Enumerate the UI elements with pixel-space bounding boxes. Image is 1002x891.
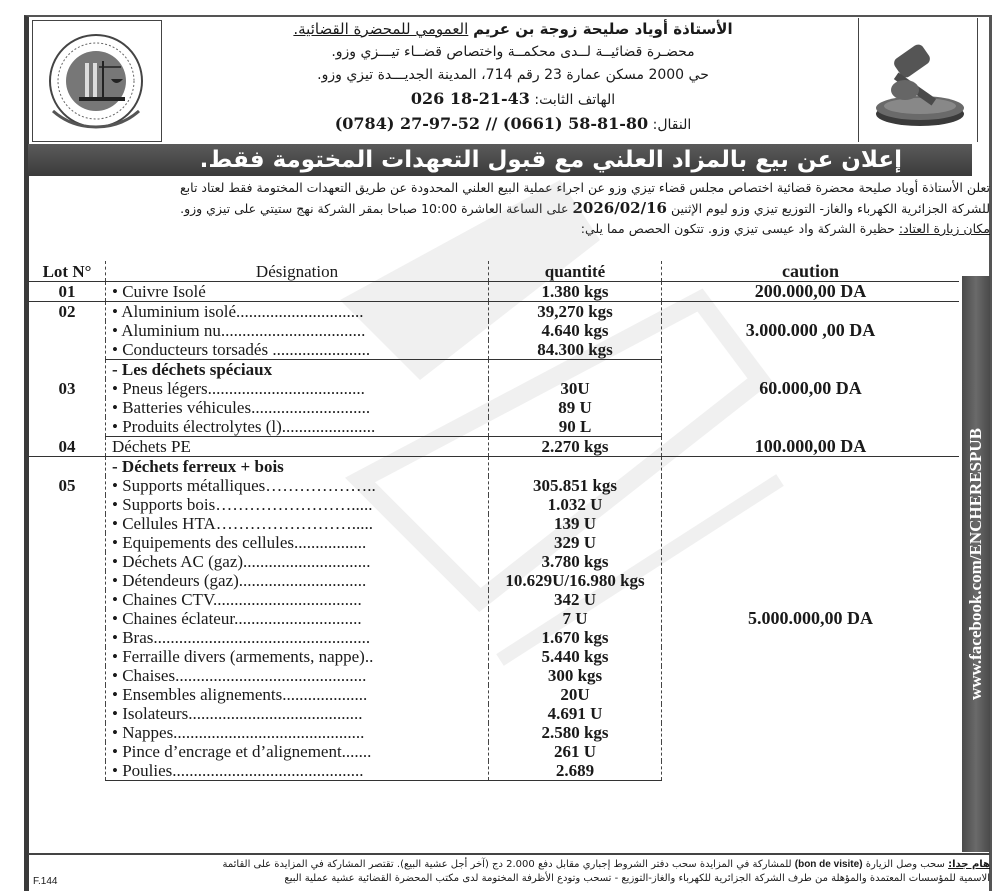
important-label: هام جدا:: [948, 859, 990, 870]
fixed-phone: 026 18-21-43: [410, 89, 530, 108]
lot-caution: 200.000,00 DA: [662, 282, 960, 302]
item-designation: • Déchets AC (gaz)..............................: [106, 552, 489, 571]
item-quantity: 261 U: [489, 742, 662, 761]
item-quantity: 10.629U/16.980 kgs: [489, 571, 662, 590]
footer-notice: [28, 853, 990, 891]
footer-line-2: الاسمية للمؤسسات المعتمدة والمؤهلة من طرف الشركة الجزائرية للكهرباء والغاز-التوزيع - تسحب وتودع الأظرفة المختومة لدى مكتب المحضرة القضائية عشية عملية البيع: [284, 873, 990, 884]
item-quantity: 329 U: [489, 533, 662, 552]
footer-line-1b: للمشاركة في المزايدة سحب دفتر الشروط إجباري مقابل دفع 2.000 دج (آخر أجل عشية البيع). تقتصر المشاركة في المزايدة على القائمة: [222, 859, 792, 870]
item-designation: • Chaises.............................................: [106, 666, 489, 685]
item-quantity: [489, 360, 662, 380]
intro-line-2a: للشركة الجزائرية الكهرباء والغاز- التوزيع تيزي وزو ليوم الإثنين: [670, 201, 990, 216]
lots-table-body: [29, 282, 959, 781]
bailiff-address: حي 2000 مسكن عمارة 23 رقم 714، المدينة الجديـــدة تيزي وزو.: [317, 67, 709, 83]
item-quantity: 84.300 kgs: [489, 340, 662, 360]
mobile-phone-line: [168, 112, 858, 137]
item-group-heading: - Les déchets spéciaux: [106, 360, 489, 380]
item-designation: • Cuivre Isolé: [106, 282, 489, 302]
fixed-phone-label: الهاتف الثابت:: [534, 92, 616, 108]
item-quantity: 4.691 U: [489, 704, 662, 723]
item-designation: • Conducteurs torsadés .......................: [106, 340, 489, 360]
item-quantity: 4.640 kgs: [489, 321, 662, 340]
lot-number: 05: [29, 457, 106, 781]
table-row: [29, 457, 959, 477]
item-designation: Déchets PE: [106, 437, 489, 457]
lot-number: 01: [29, 282, 106, 302]
item-quantity: 39,270 kgs: [489, 302, 662, 322]
item-quantity: 1.380 kgs: [489, 282, 662, 302]
intro-paragraph: [30, 178, 990, 239]
item-quantity: [489, 457, 662, 477]
item-quantity: 1.670 kgs: [489, 628, 662, 647]
visit-location-label: مكان زيارة العتاد:: [898, 221, 990, 236]
footer-line-1: [28, 858, 990, 872]
table-header-row: [29, 261, 959, 282]
footer-line-1a: سحب وصل الزيارة: [865, 859, 945, 870]
lot-number: 03: [29, 360, 106, 437]
sale-date: 2026/02/16: [572, 199, 667, 217]
item-designation: • Pneus légers.....................................: [106, 379, 489, 398]
item-quantity: 3.780 kgs: [489, 552, 662, 571]
item-designation: • Produits électrolytes (l)......................: [106, 417, 489, 437]
mobile-phones: (0784) 27-97-52 // (0661) 58-81-80: [334, 114, 649, 133]
bailiff-name-line: [168, 18, 858, 41]
bailiff-title: العمومي للمحضرة القضائية.: [293, 20, 469, 38]
lot-caution: 100.000,00 DA: [662, 437, 960, 457]
item-designation: • Cellules HTA…………………….....: [106, 514, 489, 533]
header-lot: Lot N°: [29, 261, 106, 282]
intro-line-2: [30, 198, 990, 219]
header-quantity: quantité: [489, 261, 662, 282]
emblem-box: [32, 20, 162, 142]
item-quantity: 20U: [489, 685, 662, 704]
item-designation: • Ensembles alignements....................: [106, 685, 489, 704]
lot-caution: 5.000.000,00 DA: [748, 608, 873, 629]
header-caution: caution: [662, 261, 960, 282]
intro-line-3: [30, 219, 990, 239]
item-designation: • Supports métalliques………………..: [106, 476, 489, 495]
item-group-heading: - Déchets ferreux + bois: [106, 457, 489, 477]
table-row: [29, 437, 959, 457]
item-quantity: 300 kgs: [489, 666, 662, 685]
item-quantity: 90 L: [489, 417, 662, 437]
item-designation: • Ferraille divers (armements, nappe)..: [106, 647, 489, 666]
item-quantity: 305.851 kgs: [489, 476, 662, 495]
item-quantity: 7 U: [489, 609, 662, 628]
intro-line-2b: على الساعة العاشرة 10:00 صباحا بمقر الشركة نهج ستيتي على تيزي وزو.: [180, 201, 569, 216]
item-quantity: 5.440 kgs: [489, 647, 662, 666]
item-quantity: 89 U: [489, 398, 662, 417]
item-designation: • Pince d’encrage et d’alignement.......: [106, 742, 489, 761]
item-designation: • Poulies.............................................: [106, 761, 489, 781]
court-scales-emblem-icon: [41, 31, 151, 131]
lot-caution: 3.000.000 ,00 DA: [745, 320, 876, 341]
table-row: [29, 302, 959, 322]
item-quantity: 139 U: [489, 514, 662, 533]
item-designation: • Supports bois…………………….....: [106, 495, 489, 514]
gavel-box: [858, 18, 978, 142]
facebook-url: www.facebook.com/ENCHERESPUB: [966, 427, 985, 701]
item-quantity: 1.032 U: [489, 495, 662, 514]
reference-code: F.144: [33, 876, 58, 887]
item-designation: • Isolateurs.........................................: [106, 704, 489, 723]
bon-de-visite: (bon de visite): [794, 859, 863, 870]
item-quantity: 2.580 kgs: [489, 723, 662, 742]
item-designation: • Equipements des cellules.................: [106, 533, 489, 552]
table-row: [29, 360, 959, 380]
bailiff-info: [168, 18, 858, 137]
gavel-icon: [865, 32, 971, 132]
lot-number: 02: [29, 302, 106, 360]
item-designation: • Détendeurs (gaz)..............................: [106, 571, 489, 590]
header: [28, 16, 988, 144]
item-designation: • Bras...................................................: [106, 628, 489, 647]
item-designation: • Batteries véhicules............................: [106, 398, 489, 417]
item-designation: • Nappes.............................................: [106, 723, 489, 742]
lot-number: 04: [29, 437, 106, 457]
item-quantity: 30U: [489, 379, 662, 398]
item-quantity: 342 U: [489, 590, 662, 609]
item-designation: • Chaines éclateur..............................: [106, 609, 489, 628]
visit-location-text: حظيرة الشركة واد عيسى تيزي وزو. تتكون الحصص مما يلي:: [580, 221, 895, 236]
item-designation: • Aluminium nu..................................: [106, 321, 489, 340]
item-quantity: 2.689: [489, 761, 662, 781]
item-designation: • Aluminium isolé..............................: [106, 302, 489, 322]
header-designation: Désignation: [106, 261, 489, 282]
bailiff-jurisdiction: محضـرة قضائيــة لــدى محكمــة واختصاص قضــاء تيـــزي وزو.: [331, 44, 695, 60]
lots-table: [29, 261, 959, 781]
mobile-phone-label: النقال:: [652, 117, 692, 133]
item-quantity: 2.270 kgs: [489, 437, 662, 457]
item-designation: • Chaines CTV...................................: [106, 590, 489, 609]
fixed-phone-line: [168, 87, 858, 112]
intro-line-1: تعلن الأستاذة أوياد صليحة محضرة قضائية اختصاص مجلس قضاء تيزي وزو عن اجراء عملية البيع العلني المحدودة عن طريق التعهدات المختومة فقط لعتاد تابع: [180, 180, 990, 195]
facebook-sideband: [962, 276, 990, 852]
announcement-title: إعلان عن بيع بالمزاد العلني مع قبول التعهدات المختومة فقط.: [28, 144, 972, 176]
table-row: [29, 282, 959, 302]
bailiff-name: الأستاذة أوياد صليحة زوجة بن عريم: [473, 20, 733, 38]
lot-caution: 60.000,00 DA: [759, 377, 862, 398]
